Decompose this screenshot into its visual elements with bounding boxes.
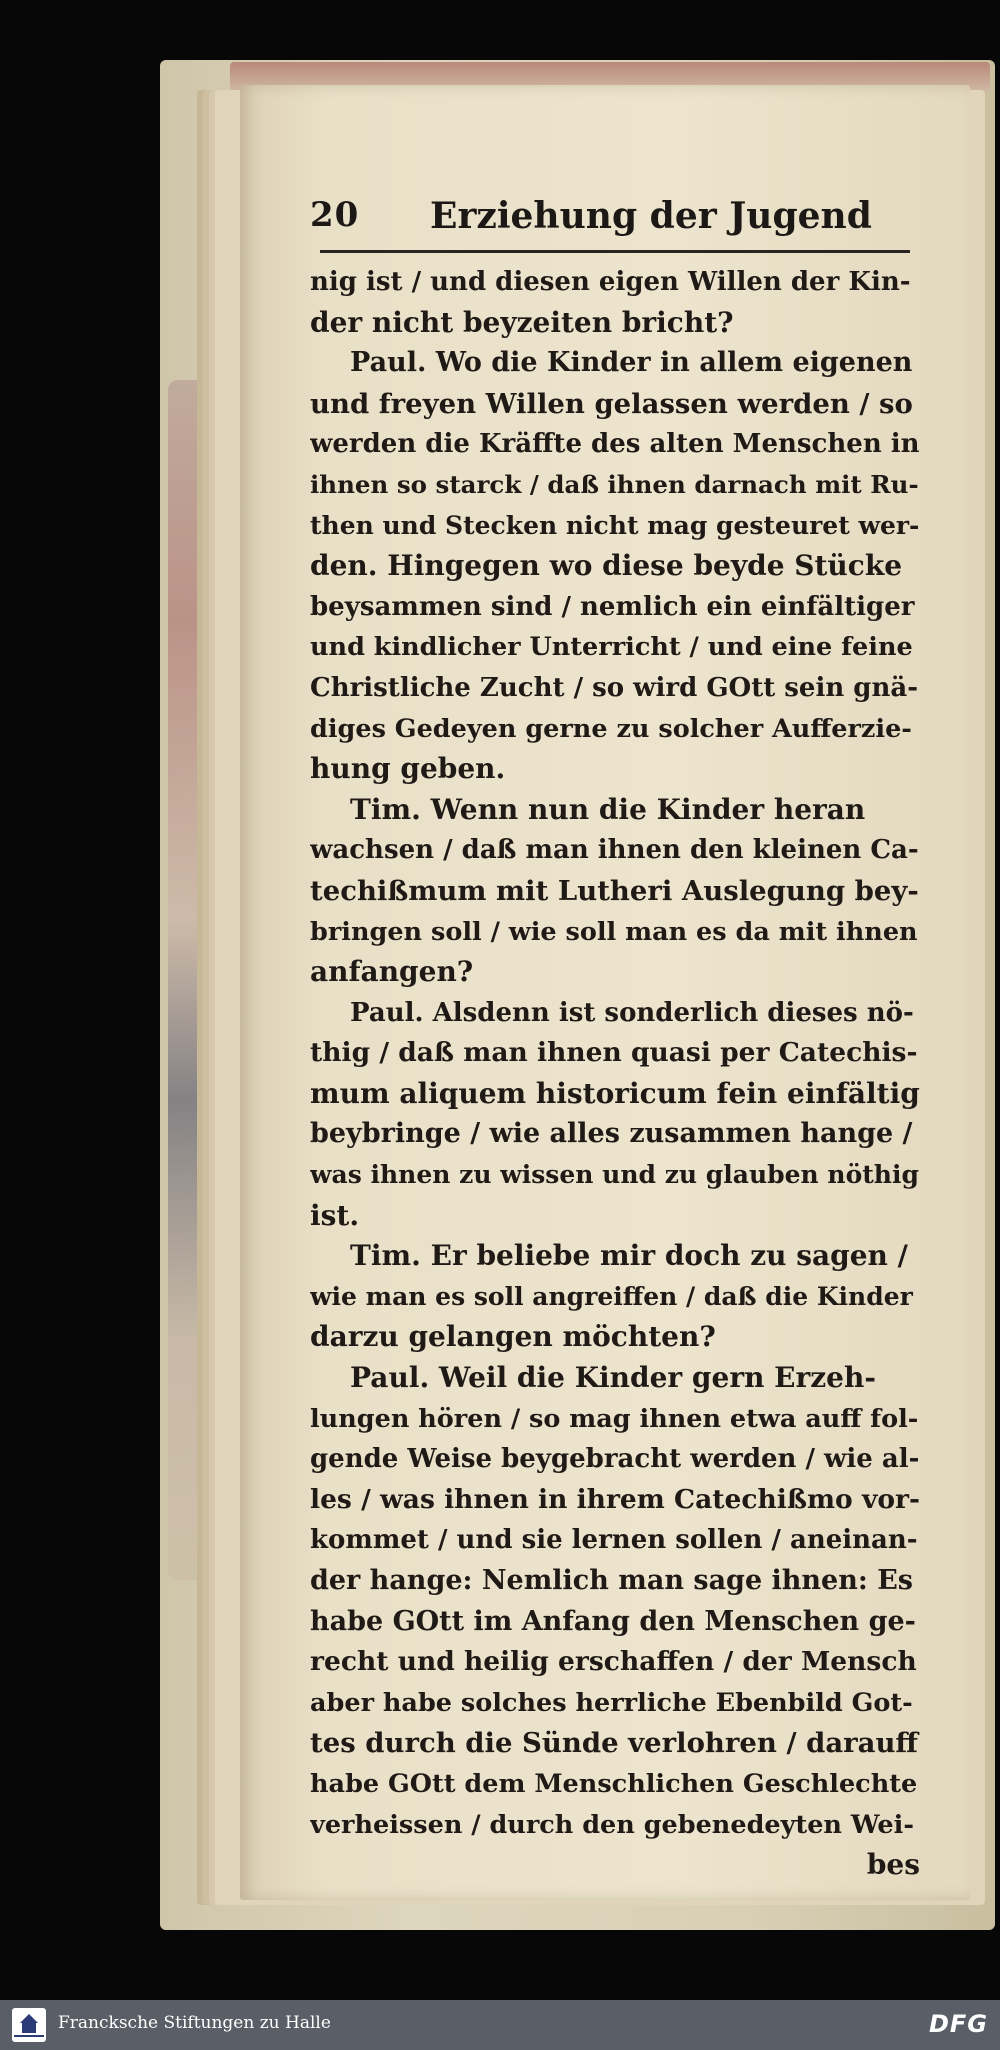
text-line: then und Stecken nicht mag gesteuret wer- [310, 510, 920, 540]
text-line: les / was ihnen in ihrem Catechißmo vor- [310, 1483, 920, 1515]
text-line: tes durch die Sünde verlohren / darauff [310, 1727, 919, 1760]
text-line: der nicht beyzeiten bricht? [310, 305, 734, 339]
text-line: lungen hören / so mag ihnen etwa auff fol- [310, 1403, 919, 1434]
text-line: der hange: Nemlich man sage ihnen: Es [310, 1565, 913, 1596]
text-line: ist. [310, 1198, 360, 1232]
text-line: anfangen? [310, 955, 474, 989]
text-line: habe GOtt dem Menschlichen Geschlechte [310, 1768, 918, 1799]
text-line: und kindlicher Unterricht / und eine feine [310, 632, 913, 663]
text-line: mum aliquem historicum fein einfältig [310, 1076, 920, 1110]
text-line: Tim. Er beliebe mir doch zu sagen / [350, 1239, 908, 1273]
text-line: ihnen so starck / daß ihnen darnach mit Ru- [310, 469, 919, 499]
text-line: werden die Kräffte des alten Menschen in [310, 429, 920, 460]
running-head: Erziehung der Jugend [430, 195, 872, 237]
header-rule [320, 250, 910, 253]
page-header [310, 195, 920, 245]
text-line: bringen soll / wie soll man es da mit ihnen [310, 916, 918, 947]
text-line: recht und heilig erschaffen / der Mensch [310, 1646, 917, 1678]
text-line: gende Weise beygebracht werden / wie al- [310, 1444, 920, 1475]
text-line: Paul. Weil die Kinder gern Erzeh- [350, 1361, 876, 1395]
text-line: nig ist / und diesen eigen Willen der Kin- [310, 267, 911, 297]
francke-foundations-logo-icon[interactable] [12, 2008, 46, 2042]
text-line: beybringe / wie alles zusammen hange / [310, 1118, 913, 1150]
catchword: bes [866, 1848, 920, 1882]
dfg-logo[interactable]: DFG [928, 2010, 988, 2038]
text-line: Tim. Wenn nun die Kinder heran [350, 792, 866, 826]
page-body-text [310, 262, 920, 1886]
text-line: beysammen sind / nemlich ein einfältiger [310, 591, 915, 622]
text-line: habe GOtt im Anfang den Menschen ge- [310, 1605, 916, 1637]
text-line: darzu gelangen möchten? [310, 1320, 716, 1354]
text-line: den. Hingegen wo diese beyde Stücke [310, 549, 903, 583]
text-line: aber habe solches herrliche Ebenbild Got- [310, 1687, 913, 1718]
text-line: wie man es soll angreiffen / daß die Kinder [310, 1281, 913, 1311]
text-line: verheissen / durch den gebenedeyten Wei- [310, 1809, 914, 1840]
text-line: thig / daß man ihnen quasi per Catechis- [310, 1037, 918, 1069]
text-line: was ihnen zu wissen und zu glauben nöthig [310, 1160, 919, 1190]
text-line: kommet / und sie lernen sollen / aneinan- [310, 1525, 918, 1556]
spine-stain [168, 380, 218, 1580]
text-line: wachsen / daß man ihnen den kleinen Ca- [310, 835, 919, 866]
page-number: 20 [310, 195, 360, 235]
text-line: Paul. Wo die Kinder in allem eigenen [350, 347, 913, 379]
text-line: Paul. Alsdenn ist sonderlich dieses nö- [350, 997, 914, 1028]
text-line: techißmum mit Lutheri Auslegung bey- [310, 874, 919, 907]
institution-name[interactable]: Francksche Stiftungen zu Halle [58, 2013, 331, 2033]
text-line: hung geben. [310, 752, 506, 786]
footer-bar [0, 2000, 1000, 2050]
text-line: Christliche Zucht / so wird GOtt sein gnä- [310, 672, 919, 703]
text-line: und freyen Willen gelassen werden / so [310, 387, 913, 420]
text-line: diges Gedeyen gerne zu solcher Aufferzie- [310, 713, 912, 744]
